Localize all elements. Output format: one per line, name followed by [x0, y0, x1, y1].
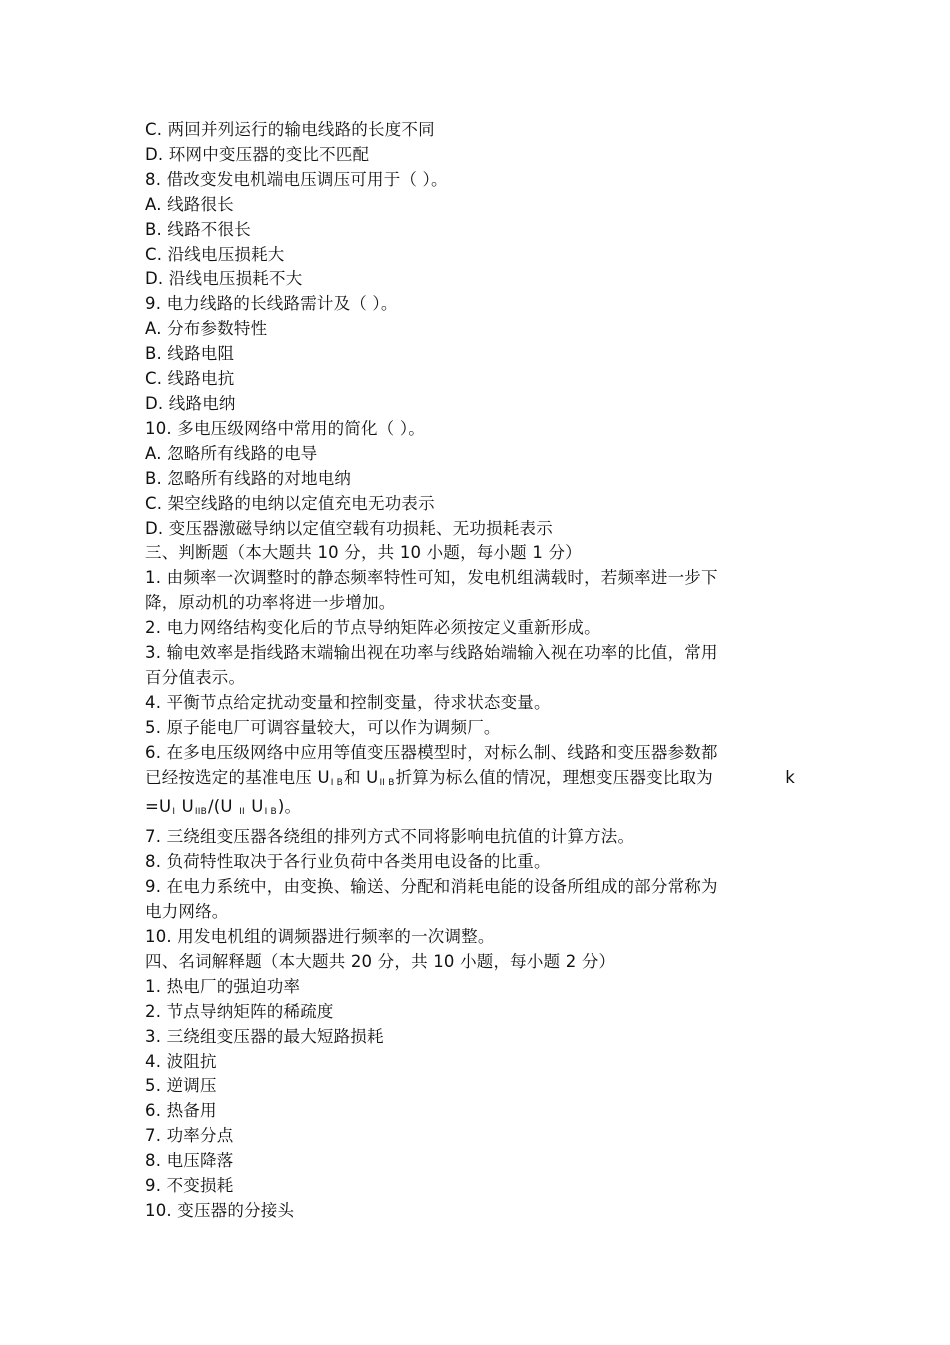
option-b-q8: B. 线路不很长 — [145, 219, 251, 239]
option-d-q8: D. 沿线电压损耗不大 — [145, 269, 303, 289]
term-5: 5. 逆调压 — [145, 1076, 217, 1096]
option-d-q9: D. 线路电纳 — [145, 393, 236, 413]
judgment-10: 10. 用发电机组的调频器进行频率的一次调整。 — [145, 927, 495, 946]
term-7: 7. 功率分点 — [145, 1126, 234, 1146]
term-6: 6. 热备用 — [145, 1101, 217, 1121]
judgment-1: 1. 由频率一次调整时的静态频率特性可知，发电机组满载时，若频率进一步下 — [145, 568, 718, 588]
judgment-9: 9. 在电力系统中，由变换、输送、分配和消耗电能的设备所组成的部分常称为 — [145, 877, 718, 897]
option-c-q10: C. 架空线路的电纳以定值充电无功表示 — [145, 493, 435, 513]
option-c-q7: C. 两回并列运行的输电线路的长度不同 — [145, 120, 435, 139]
formula-b: U — [176, 797, 194, 817]
option-d-q10: D. 变压器激磁导纳以定值空载有功损耗、无功损耗表示 — [145, 518, 553, 538]
subscript-iib: II B — [379, 777, 395, 788]
judgment-8: 8. 负荷特性取决于各行业负荷中各类用电设备的比重。 — [145, 852, 551, 872]
judgment-5: 5. 原子能电厂可调容量较大，可以作为调频厂。 — [145, 717, 501, 737]
document-body — [145, 118, 805, 1224]
judgment-6-text-a: 已经按选定的基准电压 U — [145, 767, 330, 787]
section-heading-judgment: 三、判断题（本大题共 10 分，共 10 小题，每小题 1 分） — [145, 543, 582, 563]
option-c-q9: C. 线路电抗 — [145, 369, 235, 389]
term-9: 9. 不变损耗 — [145, 1176, 234, 1196]
judgment-1-cont: 降，原动机的功率将进一步增加。 — [145, 593, 396, 613]
term-1: 1. 热电厂的强迫功率 — [145, 976, 301, 996]
judgment-6: 6. 在多电压级网络中应用等值变压器模型时，对标么制、线路和变压器参数都 — [145, 742, 718, 762]
option-a-q8: A. 线路很长 — [145, 194, 234, 214]
formula-a: =U — [145, 797, 172, 817]
term-2: 2. 节点导纳矩阵的稀疏度 — [145, 1001, 334, 1021]
formula-sub-1: I — [172, 807, 176, 818]
formula-sub-4: I B — [264, 807, 277, 818]
judgment-6-text-b: 和 U — [344, 767, 379, 787]
judgment-7: 7. 三绕组变压器各绕组的排列方式不同将影响电抗值的计算方法。 — [145, 827, 635, 847]
question-10: 10. 多电压级网络中常用的简化（ ）。 — [145, 418, 425, 438]
term-3: 3. 三绕组变压器的最大短路损耗 — [145, 1026, 384, 1046]
subscript-ib: I B — [330, 777, 344, 788]
judgment-9-cont: 电力网络。 — [145, 902, 229, 922]
option-c-q8: C. 沿线电压损耗大 — [145, 244, 285, 264]
judgment-3: 3. 输电效率是指线路末端输出视在功率与线路始端输入视在功率的比值，常用 — [145, 643, 718, 663]
formula-sub-2: IIB — [194, 807, 207, 818]
section-heading-terms: 四、名词解释题（本大题共 20 分，共 10 小题，每小题 2 分） — [145, 951, 616, 971]
option-a-q10: A. 忽略所有线路的电导 — [145, 443, 318, 463]
option-b-q10: B. 忽略所有线路的对地电纳 — [145, 468, 352, 488]
judgment-4: 4. 平衡节点给定扰动变量和控制变量，待求状态变量。 — [145, 692, 551, 712]
variable-k: k — [785, 767, 795, 787]
formula-c: /(U — [208, 797, 239, 817]
term-10: 10. 变压器的分接头 — [145, 1200, 295, 1220]
judgment-6-cont — [145, 766, 805, 796]
term-8: 8. 电压降落 — [145, 1151, 234, 1171]
formula-e: )。 — [277, 797, 302, 817]
formula-d: U — [245, 797, 264, 817]
question-8: 8. 借改变发电机端电压调压可用于（ ）。 — [145, 169, 448, 189]
judgment-6-text-c: 折算为标么值的情况，理想变压器变比取为 — [395, 767, 713, 787]
judgment-2: 2. 电力网络结构变化后的节点导纳矩阵必须按定义重新形成。 — [145, 618, 601, 638]
formula-sub-3: II — [239, 807, 245, 818]
question-9: 9. 电力线路的长线路需计及（ ）。 — [145, 294, 398, 314]
option-d-q7: D. 环网中变压器的变比不匹配 — [145, 144, 370, 164]
option-a-q9: A. 分布参数特性 — [145, 319, 268, 339]
judgment-3-cont: 百分值表示。 — [145, 667, 246, 687]
option-b-q9: B. 线路电阻 — [145, 344, 235, 364]
term-4: 4. 波阻抗 — [145, 1051, 217, 1071]
judgment-6-formula — [145, 795, 805, 825]
